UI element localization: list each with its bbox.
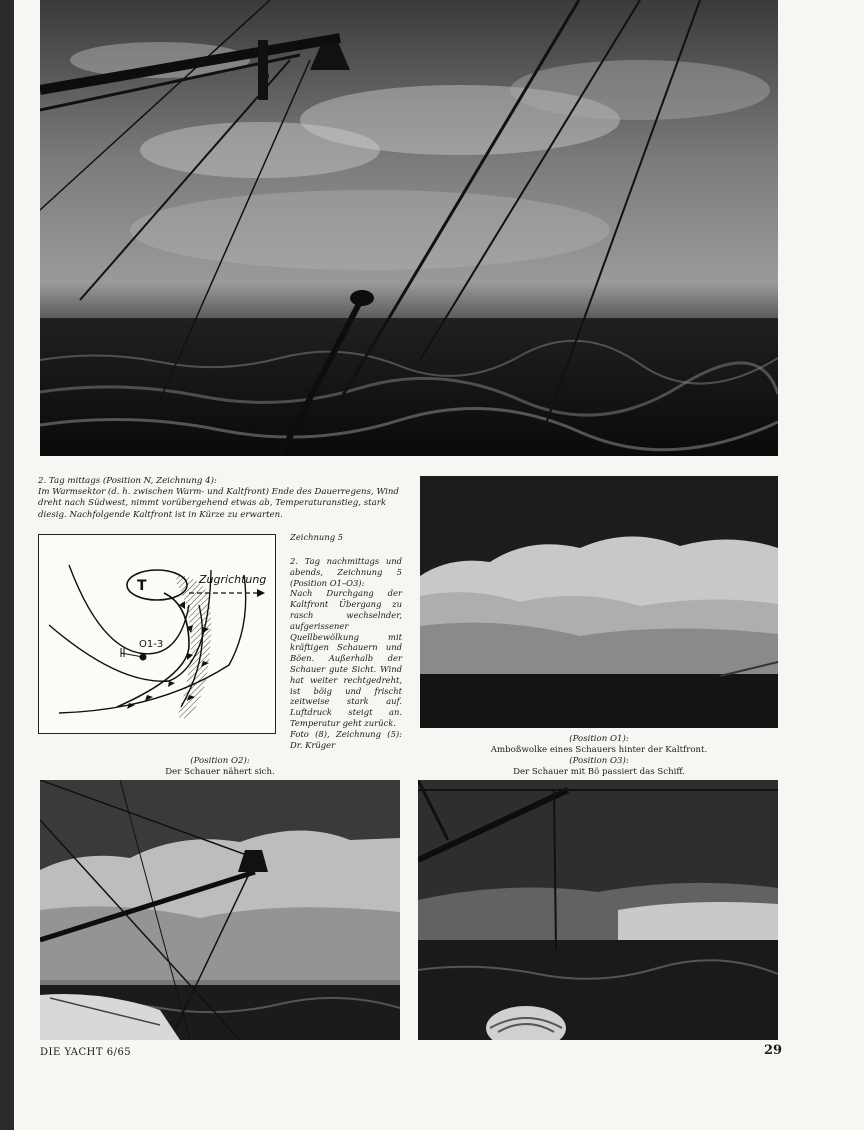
column-text-body: Nach Durchgang der Kaltfront Übergang zu rasch wechselnder, aufgerissener Quellbewölkung mit kräftigen Schauern und Böen. Außerhalb der Schauer gute Sicht. Wind hat weiter rechtgedreht, ist böig und frischt zeitweise stark auf. Luftdruck steigt an. Temperatur geht zurück. [290, 588, 402, 728]
caption-right-mid-text: Amboßwolke eines Schauers hinter der Kaltfront. [490, 745, 708, 755]
photo-shower-passing [418, 780, 778, 1040]
page-number: 29 [764, 1043, 783, 1058]
caption-right-bottom-position: (Position O3): [569, 756, 629, 766]
column-text-credit: Foto (8), Zeichnung (5): Dr. Krüger [290, 728, 402, 750]
photo-shower-approaching [40, 780, 400, 1040]
column-text [290, 556, 402, 750]
photo-anvil-cloud [420, 476, 778, 728]
caption-left-bottom-text: Der Schauer nähert sich. [165, 767, 275, 777]
direction-label: Zugrichtung [199, 573, 267, 586]
caption-right-mid-position: (Position O1): [569, 734, 629, 744]
photo-top-sea-storm [40, 0, 778, 456]
page-edge-shadow [0, 0, 14, 1130]
caption-right-bottom-text: Der Schauer mit Bö passiert das Schiff. [513, 767, 685, 777]
caption-top-lead: 2. Tag mittags (Position N, Zeichnung 4): [38, 476, 217, 486]
column-text-lead: 2. Tag nachmittags und abends, Zeichnung 5 (Position O1–O3): [290, 556, 402, 588]
magazine-footer: DIE YACHT 6/65 [40, 1047, 132, 1058]
caption-left-bottom-position: (Position O2): [190, 756, 250, 766]
caption-top-body: Im Warmsektor (d. h. zwischen Warm- und Kaltfront) Ende des Dauerregens, Wind dreht nach Südwest, nimmt vorübergehend etwas ab, Temperaturanstieg, stark diesig. Nachfolgende Kaltfront ist in Kürze zu erwarten. [38, 487, 399, 520]
position-label: O1-3 [139, 639, 164, 650]
low-pressure-label: T [137, 578, 147, 594]
drawing-label: Zeichnung 5 [290, 532, 344, 542]
weather-diagram [38, 534, 276, 734]
